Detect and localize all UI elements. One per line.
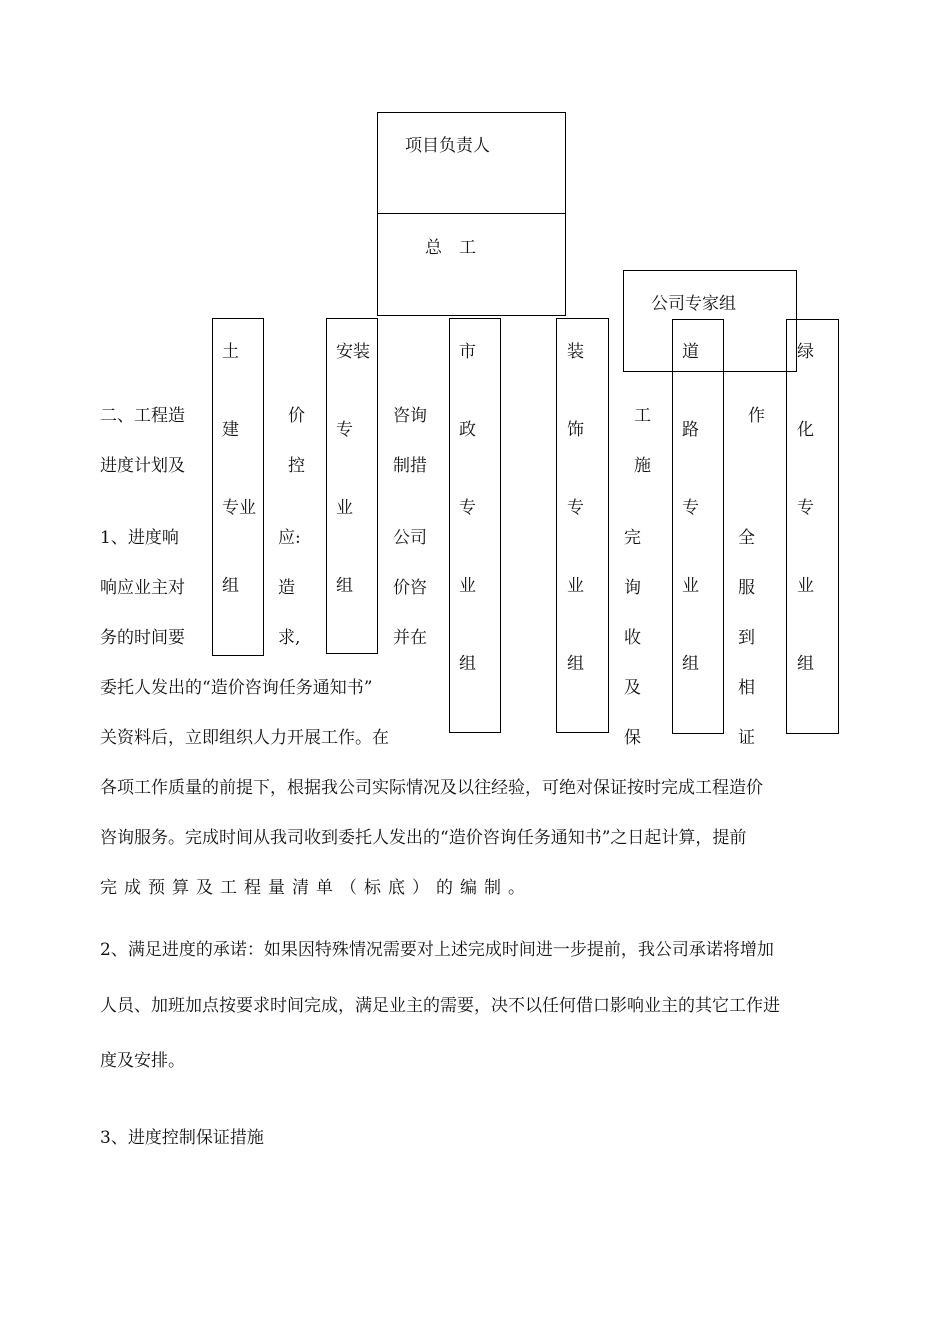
head-box [377,112,566,214]
body-line-1: 委托人发出的“造价咨询任务通知书” [100,678,373,698]
chief-box [377,213,566,316]
paragraph-2-line-3: 度及安排。 [100,1051,185,1071]
body-line-5: 完成预算及工程量清单（标底）的编制。 [100,878,532,898]
chief-label: 总 工 [425,238,476,258]
body-line-2: 关资料后，立即组织人力开展工作。在 [100,728,389,748]
body-line-3: 各项工作质量的前提下，根据我公司实际情况及以往经验，可绝对保证按时完成工程造价 [100,778,763,798]
body-line-4: 咨询服务。完成时间从我司收到委托人发出的“造价咨询任务通知书”之日起计算，提前 [100,828,747,848]
paragraph-2-line-1: 2、满足进度的承诺：如果因特殊情况需要对上述完成时间进一步提前，我公司承诺将增加 [100,940,774,960]
head-label: 项目负责人 [405,136,490,156]
group-box-install [326,318,378,654]
section-3-heading: 3、进度控制保证措施 [100,1128,264,1148]
group-box-civil [212,318,264,656]
experts-label: 公司专家组 [651,294,736,314]
paragraph-2-line-2: 人员、加班加点按要求时间完成，满足业主的需要，决不以任何借口影响业主的其它工作进 [100,996,780,1016]
